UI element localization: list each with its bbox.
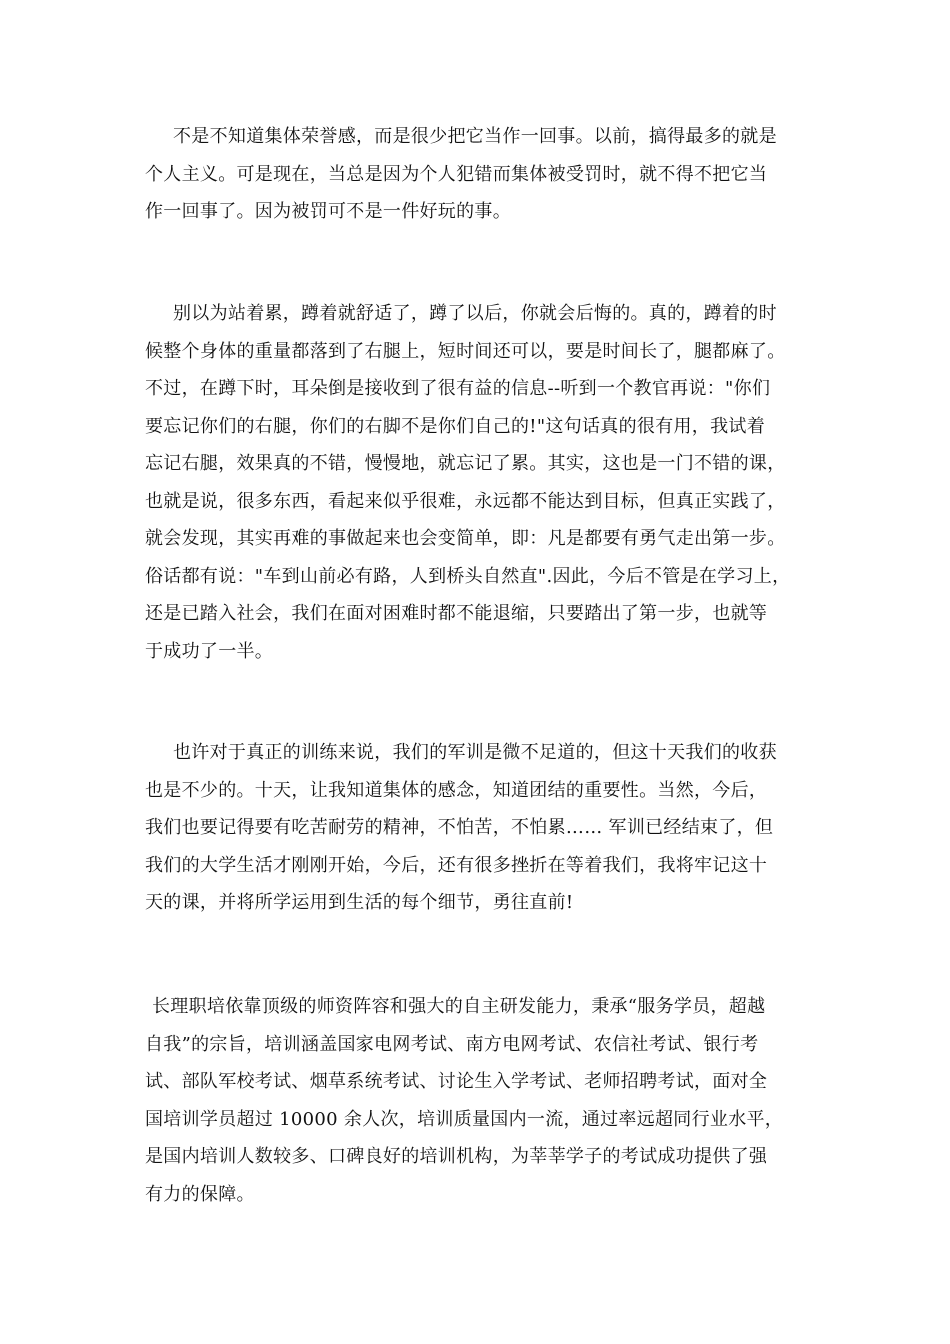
paragraph-line: 我们也要记得要有吃苦耐劳的精神，不怕苦，不怕累…… 军训已经结束了，但 <box>145 817 774 838</box>
paragraph-line: 天的课，并将所学运用到生活的每个细节，勇往直前! <box>145 892 574 913</box>
paragraph-line: 别以为站着累，蹲着就舒适了，蹲了以后，你就会后悔的。真的，蹲着的时 <box>173 303 777 324</box>
paragraph-line: 国培训学员超过 10000 余人次，培训质量国内一流，通过率远超同行业水平， <box>145 1108 784 1130</box>
paragraph-line: 就会发现，其实再难的事做起来也会变简单，即：凡是都要有勇气走出第一步。 <box>145 528 786 549</box>
paragraph-line: 也许对于真正的训练来说，我们的军训是微不足道的，但这十天我们的收获 <box>173 742 777 763</box>
paragraph-squatting <box>145 295 813 670</box>
paragraph-line: 忘记右腿，效果真的不错，慢慢地，就忘记了累。其实，这也是一门不错的课， <box>145 453 786 474</box>
paragraph-collective-honor <box>145 118 813 231</box>
paragraph-line: 个人主义。可是现在，当总是因为个人犯错而集体被受罚时，就不得不把它当 <box>145 163 768 185</box>
paragraph-line: 长理职培依靠顶级的师资阵容和强大的自主研发能力，秉承“服务学员，超越 <box>152 996 766 1017</box>
paragraph-line: 俗话都有说："车到山前必有路，人到桥头自然直".因此，今后不管是在学习上， <box>145 565 791 587</box>
paragraph-line: 也是不少的。十天，让我知道集体的感念，知道团结的重要性。当然，今后， <box>145 779 768 801</box>
paragraph-line: 我们的大学生活才刚刚开始，今后，还有很多挫折在等着我们，我将牢记这十 <box>145 854 768 876</box>
paragraph-line: 不是不知道集体荣誉感，而是很少把它当作一回事。以前，搞得最多的就是 <box>173 126 777 147</box>
paragraph-line: 有力的保障。 <box>145 1183 255 1205</box>
paragraph-line: 不过，在蹲下时，耳朵倒是接收到了很有益的信息--听到一个教官再说："你们 <box>145 378 771 399</box>
paragraph-line: 是国内培训人数较多、口碑良好的培训机构，为莘莘学子的考试成功提供了强 <box>145 1146 768 1167</box>
paragraph-line: 也就是说，很多东西，看起来似乎很难，永远都不能达到目标，但真正实践了， <box>145 490 786 512</box>
paragraph-line: 试、部队军校考试、烟草系统考试、讨论生入学考试、老师招聘考试，面对全 <box>145 1071 768 1092</box>
paragraph-line: 候整个身体的重量都落到了右腿上，短时间还可以，要是时间长了，腿都麻了。 <box>145 340 786 362</box>
paragraph-line: 作一回事了。因为被罚可不是一件好玩的事。 <box>145 201 511 222</box>
paragraph-military-training-harvest <box>145 734 813 922</box>
paragraph-line: 于成功了一半。 <box>145 640 274 662</box>
paragraph-line: 要忘记你们的右腿，你们的右脚不是你们自己的!"这句话真的很有用，我试着 <box>145 415 766 437</box>
paragraph-line: 自我”的宗旨，培训涵盖国家电网考试、南方电网考试、农信社考试、银行考 <box>145 1033 759 1055</box>
paragraph-line: 还是已踏入社会，我们在面对困难时都不能退缩，只要踏出了第一步，也就等 <box>145 603 768 624</box>
paragraph-training-institution-ad <box>145 988 813 1213</box>
